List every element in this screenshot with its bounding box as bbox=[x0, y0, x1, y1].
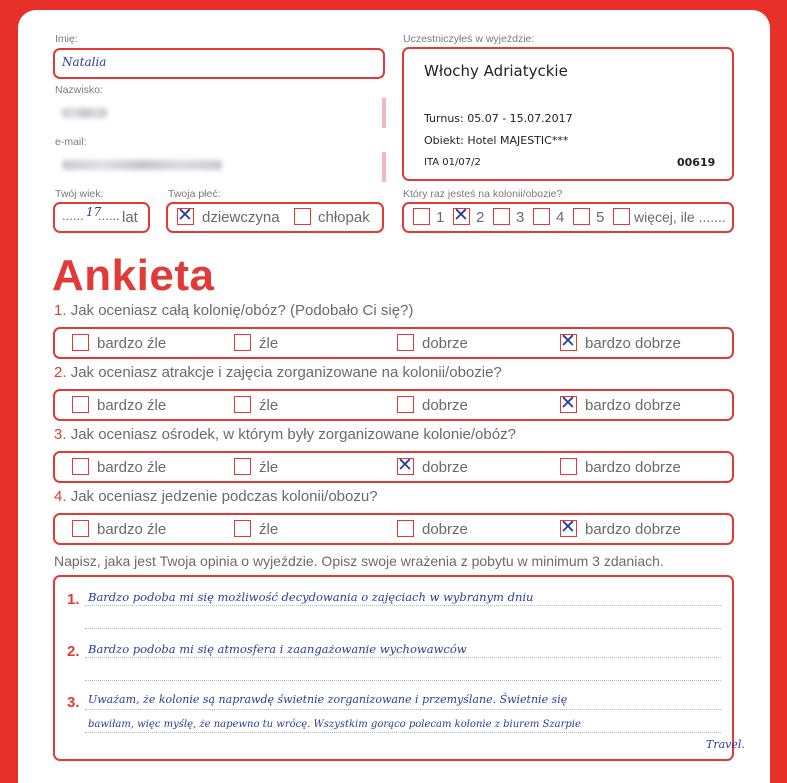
opinion-text-1: Bardzo podoba mi się możliwość decydowania o zajęciach w wybranym dniu bbox=[88, 590, 534, 604]
answer-checkbox[interactable] bbox=[397, 334, 414, 351]
email-field-edge bbox=[382, 152, 386, 182]
gender-option-label: chłopak bbox=[318, 209, 370, 226]
answer-option-label: bardzo dobrze bbox=[585, 335, 681, 352]
answer-option-label: bardzo źle bbox=[97, 335, 167, 352]
times-option-label: 4 bbox=[556, 209, 565, 226]
email-redacted bbox=[62, 160, 222, 170]
age-unit: lat bbox=[122, 209, 138, 226]
answer-option-label: źle bbox=[259, 397, 279, 414]
opinion-number-1: 1. bbox=[67, 591, 80, 608]
trip-name: Włochy Adriatyckie bbox=[424, 62, 568, 80]
answer-checkbox[interactable] bbox=[234, 334, 251, 351]
age-label: Twój wiek: bbox=[55, 188, 104, 200]
answer-option-label: bardzo dobrze bbox=[585, 521, 681, 538]
question-text: Jak oceniasz atrakcje i zajęcia zorganizowane na kolonii/obozie? bbox=[70, 364, 502, 381]
opinion-number-2: 2. bbox=[67, 643, 80, 660]
surname-label: Nazwisko: bbox=[55, 84, 103, 96]
answer-checkbox[interactable] bbox=[72, 396, 89, 413]
answer-checkbox[interactable] bbox=[397, 520, 414, 537]
opinion-text-2: Bardzo podoba mi się atmosfera i zaangażowanie wychowawców bbox=[88, 642, 467, 656]
answer-checkbox[interactable] bbox=[72, 520, 89, 537]
answer-checkbox[interactable] bbox=[397, 454, 414, 476]
first-name-value: Natalia bbox=[62, 55, 107, 69]
answer-option-label: źle bbox=[259, 521, 279, 538]
answer-option-label: źle bbox=[259, 335, 279, 352]
times-checkbox[interactable] bbox=[613, 208, 630, 225]
times-label: Który raz jesteś na kolonii/obozie? bbox=[403, 188, 563, 200]
answer-option-label: źle bbox=[259, 459, 279, 476]
times-option-label: 5 bbox=[596, 209, 605, 226]
opinion-line bbox=[85, 605, 721, 606]
opinion-line bbox=[85, 680, 721, 681]
check-mark-icon: ✕ bbox=[560, 392, 576, 414]
age-value: 17 bbox=[86, 205, 102, 219]
check-mark-icon: ✕ bbox=[560, 330, 576, 352]
answer-checkbox[interactable] bbox=[234, 458, 251, 475]
first-name-label: Imię: bbox=[55, 33, 78, 45]
trip-label: Uczestniczyłeś w wyjeździe: bbox=[403, 33, 535, 45]
times-checkbox[interactable] bbox=[413, 208, 430, 225]
answer-option-label: dobrze bbox=[422, 521, 468, 538]
check-mark-icon: ✕ bbox=[453, 204, 469, 226]
opinion-line bbox=[85, 709, 721, 710]
question-2 bbox=[54, 364, 502, 381]
opinion-line bbox=[85, 657, 721, 658]
times-option-label: więcej, ile ....... bbox=[634, 209, 726, 225]
question-1 bbox=[54, 302, 413, 319]
question-3 bbox=[54, 426, 516, 443]
opinion-line bbox=[85, 628, 721, 629]
answer-option-label: bardzo dobrze bbox=[585, 397, 681, 414]
email-label: e-mail: bbox=[55, 136, 87, 148]
age-prefix: ...... bbox=[62, 208, 84, 223]
times-checkbox[interactable] bbox=[453, 204, 470, 226]
gender-label: Twoja płeć: bbox=[168, 188, 221, 200]
answer-checkbox[interactable] bbox=[560, 330, 577, 352]
check-mark-icon: ✕ bbox=[560, 516, 576, 538]
check-mark-icon: ✕ bbox=[397, 454, 413, 476]
question-text: Jak oceniasz jedzenie podczas kolonii/obozu? bbox=[70, 488, 378, 505]
question-number: 4. bbox=[54, 488, 67, 505]
opinion-text-3a: Uważam, że kolonie są naprawdę świetnie zorganizowane i przemyślane. Świetnie się bbox=[88, 693, 568, 706]
answer-checkbox[interactable] bbox=[72, 334, 89, 351]
opinion-line bbox=[85, 732, 721, 733]
surname-redacted bbox=[62, 108, 107, 118]
age-suffix: ...... bbox=[98, 208, 120, 223]
answer-option-label: dobrze bbox=[422, 397, 468, 414]
answer-checkbox[interactable] bbox=[560, 392, 577, 414]
check-mark-icon: ✕ bbox=[177, 204, 193, 226]
answer-option-label: bardzo dobrze bbox=[585, 459, 681, 476]
times-checkbox[interactable] bbox=[493, 208, 510, 225]
trip-turnus: Turnus: 05.07 - 15.07.2017 bbox=[424, 112, 573, 125]
opinion-number-3: 3. bbox=[67, 694, 80, 711]
question-text: Jak oceniasz ośrodek, w którym były zorganizowane kolonie/obóz? bbox=[70, 426, 516, 443]
gender-option-label: dziewczyna bbox=[202, 209, 280, 226]
answer-checkbox[interactable] bbox=[560, 458, 577, 475]
answer-option-label: bardzo źle bbox=[97, 459, 167, 476]
answer-checkbox[interactable] bbox=[234, 396, 251, 413]
question-text: Jak oceniasz całą kolonię/obóz? (Podobało Ci się?) bbox=[70, 302, 414, 319]
answer-option-label: dobrze bbox=[422, 335, 468, 352]
trip-obiekt: Obiekt: Hotel MAJESTIC*** bbox=[424, 134, 569, 147]
trip-number: 00619 bbox=[677, 156, 716, 169]
times-option-label: 1 bbox=[436, 209, 445, 226]
question-number: 3. bbox=[54, 426, 67, 443]
times-option-label: 3 bbox=[516, 209, 525, 226]
answer-checkbox[interactable] bbox=[560, 516, 577, 538]
survey-title: Ankieta bbox=[52, 251, 215, 300]
answer-checkbox[interactable] bbox=[72, 458, 89, 475]
times-checkbox[interactable] bbox=[533, 208, 550, 225]
answer-option-label: bardzo źle bbox=[97, 397, 167, 414]
question-number: 2. bbox=[54, 364, 67, 381]
answer-option-label: bardzo źle bbox=[97, 521, 167, 538]
answer-option-label: dobrze bbox=[422, 459, 468, 476]
answer-checkbox[interactable] bbox=[234, 520, 251, 537]
question-number: 1. bbox=[54, 302, 67, 319]
question-4 bbox=[54, 488, 378, 505]
opinion-text-3b: bawiłam, więc myślę, że napewno tu wrócę. Wszystkim gorąco polecam kolonie z biurem Szarpie bbox=[88, 719, 581, 730]
opinion-text-3c: Travel. bbox=[706, 738, 745, 751]
times-checkbox[interactable] bbox=[573, 208, 590, 225]
times-option-label: 2 bbox=[476, 209, 485, 226]
gender-checkbox[interactable] bbox=[177, 204, 194, 226]
opinion-prompt: Napisz, jaka jest Twoja opinia o wyjeździe. Opisz swoje wrażenia z pobytu w minimum 3 zdaniach. bbox=[54, 553, 664, 569]
answer-checkbox[interactable] bbox=[397, 396, 414, 413]
surname-field-edge bbox=[382, 98, 386, 128]
gender-checkbox[interactable] bbox=[294, 208, 311, 225]
trip-code: ITA 01/07/2 bbox=[424, 157, 481, 168]
